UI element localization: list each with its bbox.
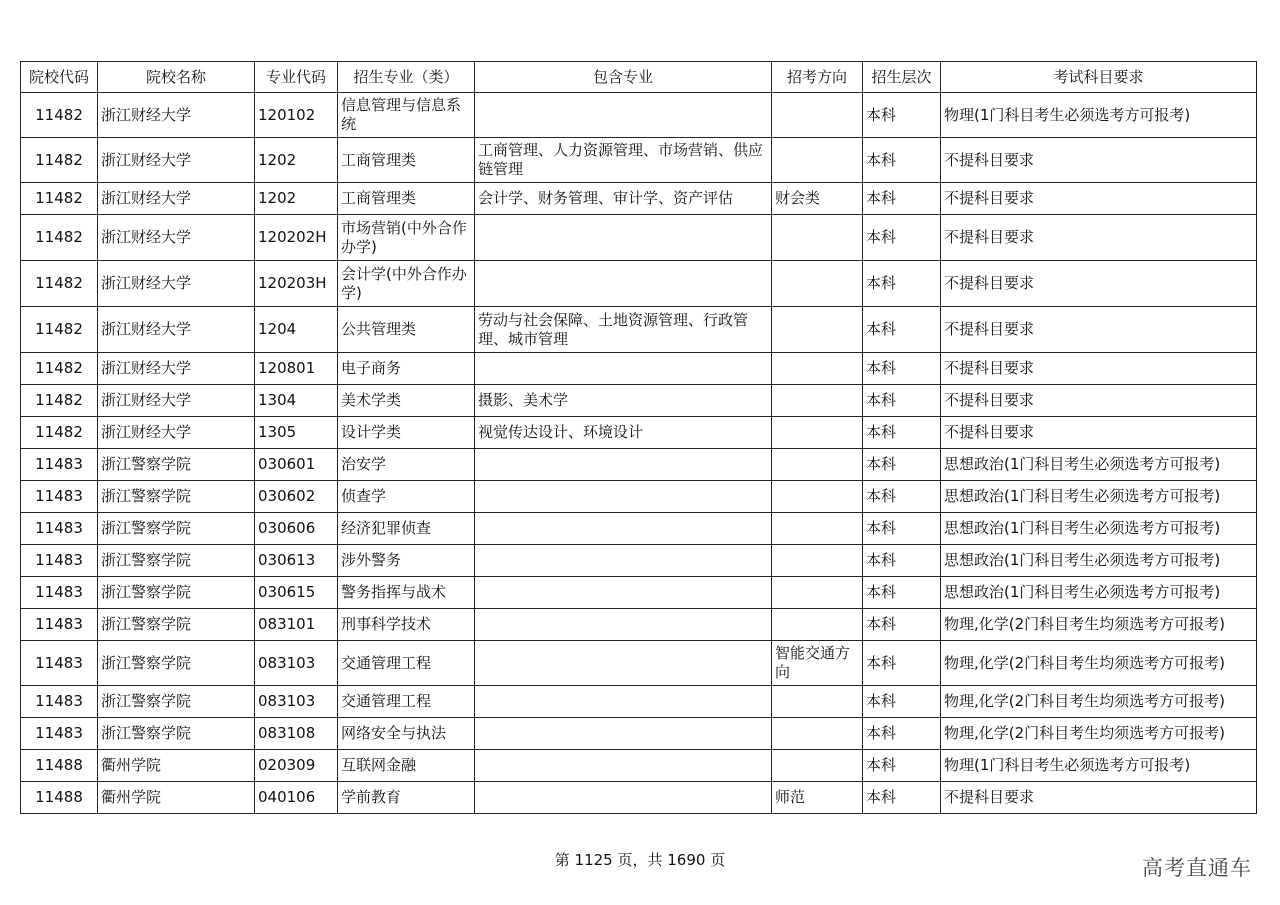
cell-major: 电子商务 xyxy=(338,353,475,385)
cell-school-name: 浙江警察学院 xyxy=(98,481,255,513)
table-row xyxy=(21,782,1257,814)
cell-major-code: 083103 xyxy=(255,641,338,686)
cell-direction xyxy=(772,577,863,609)
cell-major: 涉外警务 xyxy=(338,545,475,577)
cell-school-name: 浙江警察学院 xyxy=(98,449,255,481)
cell-direction: 师范 xyxy=(772,782,863,814)
cell-major-code: 120203H xyxy=(255,261,338,307)
cell-included-majors xyxy=(475,750,772,782)
cell-subject-requirement: 思想政治(1门科目考生必须选考方可报考) xyxy=(941,513,1257,545)
header-level: 招生层次 xyxy=(863,62,941,93)
cell-level: 本科 xyxy=(863,261,941,307)
cell-school-code: 11483 xyxy=(21,577,98,609)
cell-direction xyxy=(772,686,863,718)
admission-table xyxy=(20,61,1257,814)
cell-school-code: 11483 xyxy=(21,686,98,718)
cell-major: 工商管理类 xyxy=(338,138,475,183)
cell-direction xyxy=(772,215,863,261)
cell-major-code: 030606 xyxy=(255,513,338,545)
cell-level: 本科 xyxy=(863,577,941,609)
cell-level: 本科 xyxy=(863,215,941,261)
table-row xyxy=(21,353,1257,385)
table-row xyxy=(21,215,1257,261)
cell-included-majors xyxy=(475,481,772,513)
cell-major: 交通管理工程 xyxy=(338,641,475,686)
table-row xyxy=(21,449,1257,481)
cell-included-majors xyxy=(475,609,772,641)
cell-subject-requirement: 不提科目要求 xyxy=(941,215,1257,261)
cell-level: 本科 xyxy=(863,183,941,215)
cell-level: 本科 xyxy=(863,307,941,353)
cell-school-name: 浙江警察学院 xyxy=(98,513,255,545)
cell-subject-requirement: 物理,化学(2门科目考生均须选考方可报考) xyxy=(941,609,1257,641)
cell-included-majors: 摄影、美术学 xyxy=(475,385,772,417)
cell-direction xyxy=(772,513,863,545)
cell-included-majors xyxy=(475,718,772,750)
cell-school-code: 11482 xyxy=(21,385,98,417)
cell-level: 本科 xyxy=(863,138,941,183)
cell-direction xyxy=(772,545,863,577)
cell-direction: 智能交通方向 xyxy=(772,641,863,686)
table-row xyxy=(21,750,1257,782)
cell-direction xyxy=(772,385,863,417)
cell-included-majors xyxy=(475,449,772,481)
cell-major-code: 120801 xyxy=(255,353,338,385)
cell-school-name: 浙江警察学院 xyxy=(98,718,255,750)
cell-included-majors xyxy=(475,353,772,385)
cell-level: 本科 xyxy=(863,750,941,782)
cell-subject-requirement: 物理(1门科目考生必须选考方可报考) xyxy=(941,93,1257,138)
cell-major: 经济犯罪侦查 xyxy=(338,513,475,545)
cell-major-code: 1204 xyxy=(255,307,338,353)
cell-school-code: 11483 xyxy=(21,513,98,545)
table-row xyxy=(21,513,1257,545)
cell-level: 本科 xyxy=(863,686,941,718)
cell-subject-requirement: 不提科目要求 xyxy=(941,353,1257,385)
cell-included-majors xyxy=(475,782,772,814)
cell-major-code: 120102 xyxy=(255,93,338,138)
cell-included-majors: 会计学、财务管理、审计学、资产评估 xyxy=(475,183,772,215)
cell-school-code: 11482 xyxy=(21,261,98,307)
cell-included-majors xyxy=(475,93,772,138)
cell-subject-requirement: 不提科目要求 xyxy=(941,782,1257,814)
cell-major: 信息管理与信息系统 xyxy=(338,93,475,138)
cell-major: 会计学(中外合作办学) xyxy=(338,261,475,307)
cell-school-name: 衢州学院 xyxy=(98,782,255,814)
cell-school-name: 浙江财经大学 xyxy=(98,183,255,215)
cell-school-code: 11488 xyxy=(21,750,98,782)
cell-subject-requirement: 物理(1门科目考生必须选考方可报考) xyxy=(941,750,1257,782)
table-row xyxy=(21,686,1257,718)
cell-level: 本科 xyxy=(863,513,941,545)
header-direction: 招考方向 xyxy=(772,62,863,93)
cell-major-code: 1202 xyxy=(255,138,338,183)
cell-major: 治安学 xyxy=(338,449,475,481)
cell-included-majors: 劳动与社会保障、土地资源管理、行政管理、城市管理 xyxy=(475,307,772,353)
header-subject-requirement: 考试科目要求 xyxy=(941,62,1257,93)
cell-subject-requirement: 不提科目要求 xyxy=(941,417,1257,449)
table-row xyxy=(21,385,1257,417)
cell-included-majors xyxy=(475,261,772,307)
cell-school-name: 浙江警察学院 xyxy=(98,609,255,641)
cell-direction xyxy=(772,138,863,183)
cell-major-code: 040106 xyxy=(255,782,338,814)
cell-major: 交通管理工程 xyxy=(338,686,475,718)
cell-school-code: 11488 xyxy=(21,782,98,814)
cell-direction xyxy=(772,609,863,641)
cell-level: 本科 xyxy=(863,545,941,577)
cell-school-name: 浙江警察学院 xyxy=(98,577,255,609)
cell-level: 本科 xyxy=(863,385,941,417)
cell-school-name: 衢州学院 xyxy=(98,750,255,782)
cell-school-name: 浙江财经大学 xyxy=(98,307,255,353)
cell-direction xyxy=(772,750,863,782)
cell-school-code: 11482 xyxy=(21,215,98,261)
header-school-name: 院校名称 xyxy=(98,62,255,93)
cell-major: 警务指挥与战术 xyxy=(338,577,475,609)
cell-major: 学前教育 xyxy=(338,782,475,814)
cell-major-code: 083103 xyxy=(255,686,338,718)
cell-direction xyxy=(772,307,863,353)
cell-level: 本科 xyxy=(863,449,941,481)
cell-direction xyxy=(772,718,863,750)
cell-subject-requirement: 物理,化学(2门科目考生均须选考方可报考) xyxy=(941,718,1257,750)
cell-major-code: 030601 xyxy=(255,449,338,481)
cell-major: 公共管理类 xyxy=(338,307,475,353)
cell-included-majors: 工商管理、人力资源管理、市场营销、供应链管理 xyxy=(475,138,772,183)
cell-school-name: 浙江财经大学 xyxy=(98,417,255,449)
header-school-code: 院校代码 xyxy=(21,62,98,93)
cell-included-majors xyxy=(475,641,772,686)
table-row xyxy=(21,138,1257,183)
cell-included-majors xyxy=(475,686,772,718)
cell-school-code: 11482 xyxy=(21,93,98,138)
cell-subject-requirement: 不提科目要求 xyxy=(941,307,1257,353)
cell-school-name: 浙江警察学院 xyxy=(98,545,255,577)
cell-school-name: 浙江警察学院 xyxy=(98,686,255,718)
table-row xyxy=(21,261,1257,307)
cell-included-majors xyxy=(475,215,772,261)
cell-level: 本科 xyxy=(863,782,941,814)
cell-subject-requirement: 物理,化学(2门科目考生均须选考方可报考) xyxy=(941,686,1257,718)
cell-school-code: 11482 xyxy=(21,138,98,183)
cell-school-code: 11483 xyxy=(21,641,98,686)
watermark: 高考直通车 xyxy=(1142,856,1252,880)
cell-level: 本科 xyxy=(863,641,941,686)
cell-school-code: 11483 xyxy=(21,545,98,577)
cell-school-code: 11482 xyxy=(21,307,98,353)
cell-subject-requirement: 思想政治(1门科目考生必须选考方可报考) xyxy=(941,545,1257,577)
cell-school-name: 浙江财经大学 xyxy=(98,93,255,138)
page-number: 第 1125 页，共 1690 页 xyxy=(554,851,726,869)
cell-level: 本科 xyxy=(863,417,941,449)
table-row xyxy=(21,93,1257,138)
cell-major: 刑事科学技术 xyxy=(338,609,475,641)
table-row xyxy=(21,609,1257,641)
table-body xyxy=(21,93,1257,814)
cell-major-code: 083101 xyxy=(255,609,338,641)
cell-included-majors xyxy=(475,545,772,577)
cell-major-code: 083108 xyxy=(255,718,338,750)
cell-school-code: 11483 xyxy=(21,609,98,641)
cell-major: 美术学类 xyxy=(338,385,475,417)
cell-level: 本科 xyxy=(863,93,941,138)
cell-school-name: 浙江财经大学 xyxy=(98,138,255,183)
cell-major: 互联网金融 xyxy=(338,750,475,782)
cell-major: 市场营销(中外合作办学) xyxy=(338,215,475,261)
cell-major: 侦查学 xyxy=(338,481,475,513)
cell-direction xyxy=(772,481,863,513)
table-row xyxy=(21,183,1257,215)
cell-subject-requirement: 不提科目要求 xyxy=(941,183,1257,215)
cell-direction xyxy=(772,353,863,385)
cell-included-majors xyxy=(475,513,772,545)
header-included-majors: 包含专业 xyxy=(475,62,772,93)
cell-major-code: 030613 xyxy=(255,545,338,577)
cell-subject-requirement: 不提科目要求 xyxy=(941,385,1257,417)
cell-major-code: 1202 xyxy=(255,183,338,215)
cell-direction xyxy=(772,417,863,449)
cell-major-code: 030602 xyxy=(255,481,338,513)
table-row xyxy=(21,545,1257,577)
cell-school-name: 浙江财经大学 xyxy=(98,261,255,307)
cell-school-code: 11482 xyxy=(21,353,98,385)
cell-subject-requirement: 物理,化学(2门科目考生均须选考方可报考) xyxy=(941,641,1257,686)
cell-school-code: 11483 xyxy=(21,481,98,513)
cell-major-code: 030615 xyxy=(255,577,338,609)
cell-major-code: 1304 xyxy=(255,385,338,417)
cell-subject-requirement: 不提科目要求 xyxy=(941,261,1257,307)
cell-major: 网络安全与执法 xyxy=(338,718,475,750)
cell-major-code: 120202H xyxy=(255,215,338,261)
cell-school-code: 11483 xyxy=(21,449,98,481)
cell-included-majors: 视觉传达设计、环境设计 xyxy=(475,417,772,449)
cell-level: 本科 xyxy=(863,353,941,385)
header-major-code: 专业代码 xyxy=(255,62,338,93)
cell-subject-requirement: 思想政治(1门科目考生必须选考方可报考) xyxy=(941,577,1257,609)
table-row xyxy=(21,417,1257,449)
cell-included-majors xyxy=(475,577,772,609)
table-header-row xyxy=(21,62,1257,93)
table-row xyxy=(21,577,1257,609)
table-row xyxy=(21,718,1257,750)
cell-direction xyxy=(772,449,863,481)
cell-subject-requirement: 思想政治(1门科目考生必须选考方可报考) xyxy=(941,449,1257,481)
cell-school-name: 浙江财经大学 xyxy=(98,353,255,385)
cell-subject-requirement: 不提科目要求 xyxy=(941,138,1257,183)
cell-major-code: 020309 xyxy=(255,750,338,782)
table-row xyxy=(21,481,1257,513)
cell-school-name: 浙江财经大学 xyxy=(98,215,255,261)
cell-major: 工商管理类 xyxy=(338,183,475,215)
cell-major-code: 1305 xyxy=(255,417,338,449)
header-major: 招生专业（类） xyxy=(338,62,475,93)
table-row xyxy=(21,307,1257,353)
cell-level: 本科 xyxy=(863,481,941,513)
cell-school-code: 11483 xyxy=(21,718,98,750)
cell-school-name: 浙江警察学院 xyxy=(98,641,255,686)
cell-direction xyxy=(772,261,863,307)
cell-direction: 财会类 xyxy=(772,183,863,215)
cell-school-code: 11482 xyxy=(21,417,98,449)
cell-direction xyxy=(772,93,863,138)
table-row xyxy=(21,641,1257,686)
cell-school-code: 11482 xyxy=(21,183,98,215)
cell-subject-requirement: 思想政治(1门科目考生必须选考方可报考) xyxy=(941,481,1257,513)
cell-level: 本科 xyxy=(863,718,941,750)
cell-major: 设计学类 xyxy=(338,417,475,449)
cell-level: 本科 xyxy=(863,609,941,641)
cell-school-name: 浙江财经大学 xyxy=(98,385,255,417)
